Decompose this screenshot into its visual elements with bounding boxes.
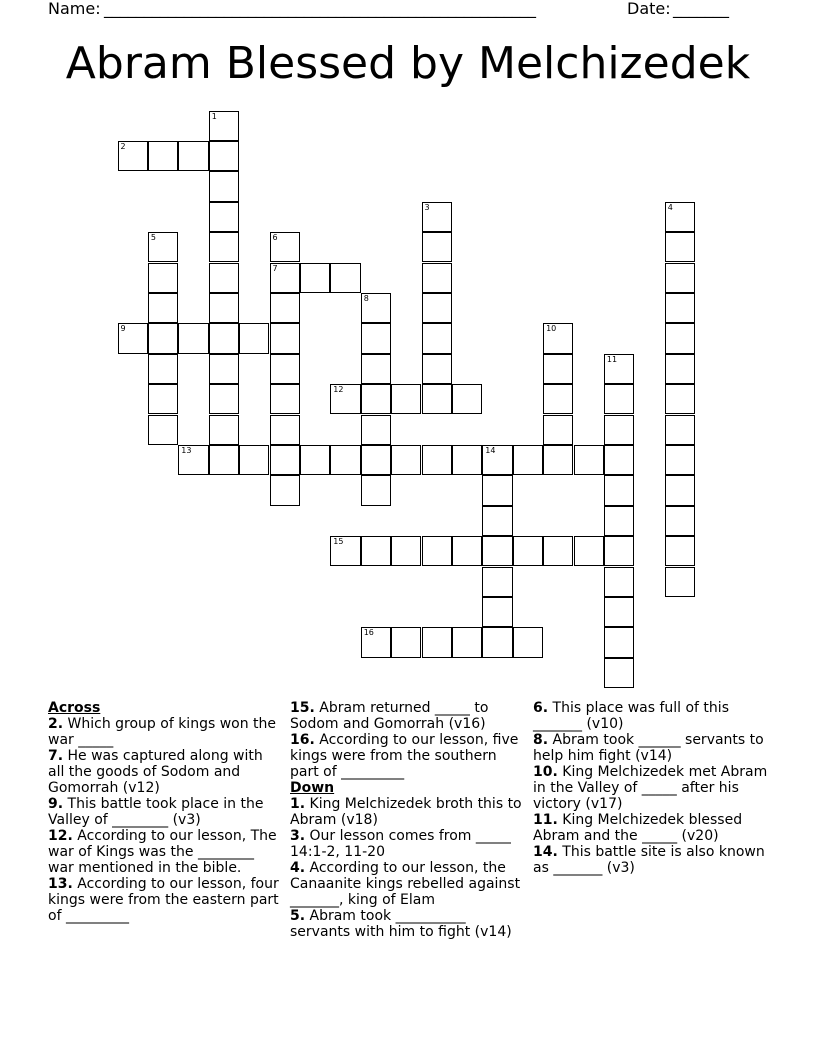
clue-number: 9. [48,796,64,812]
crossword-cell[interactable] [209,323,239,353]
clue-text: He was captured along with all the goods of Sodom and Gomorrah (v12) [48,748,263,796]
crossword-cell[interactable] [574,536,604,566]
clue-number-label: 1 [211,111,217,121]
crossword-cell[interactable] [239,323,269,353]
crossword-cell[interactable] [209,384,239,414]
date-label: Date: [627,0,671,18]
crossword-cell[interactable] [239,445,269,475]
crossword-cell[interactable] [604,597,634,627]
crossword-cell[interactable] [665,293,695,323]
clues-column-2 [290,700,524,940]
crossword-cell[interactable] [482,506,512,536]
crossword-cell[interactable] [482,536,512,566]
clue [533,764,769,812]
clue-text: This battle took place in the Valley of ________ (v3) [48,796,264,828]
clue [290,828,524,860]
crossword-cell[interactable] [391,445,421,475]
across-heading: Across [48,700,101,716]
crossword-cell[interactable] [300,263,330,293]
clue-number-label: 14 [485,445,496,455]
crossword-cell[interactable] [270,445,300,475]
crossword-cell[interactable] [574,445,604,475]
clue-text: According to our lesson, The war of Kings was the ________ war mentioned in the bible. [48,828,277,876]
clue-text: King Melchizedek blessed Abram and the _____ (v20) [533,812,743,844]
crossword-cell[interactable] [270,293,300,323]
crossword-cell[interactable] [452,445,482,475]
clue-number: 16. [290,732,315,748]
crossword-cell[interactable] [422,263,452,293]
crossword-cell[interactable] [665,263,695,293]
crossword-cell[interactable] [422,384,452,414]
crossword-cell[interactable] [148,263,178,293]
crossword-cell[interactable] [270,323,300,353]
clue [48,748,282,796]
crossword-cell[interactable] [513,627,543,657]
crossword-cell[interactable] [604,475,634,505]
clue-number: 14. [533,844,558,860]
clue-number-label: 11 [606,354,618,364]
crossword-cell[interactable] [118,141,148,171]
crossword-cell[interactable] [148,293,178,323]
clue-number-label: 2 [120,141,126,151]
crossword-cell[interactable] [604,627,634,657]
crossword-cell[interactable] [482,627,512,657]
crossword-cell[interactable] [422,445,452,475]
crossword-cell[interactable] [209,415,239,445]
crossword-cell[interactable] [330,263,360,293]
crossword-cell[interactable] [209,354,239,384]
clue-number-label: 13 [181,445,192,455]
clue-number: 5. [290,908,306,924]
crossword-cell[interactable] [178,141,208,171]
crossword-cell[interactable] [270,475,300,505]
crossword-cell[interactable] [361,536,391,566]
clue-text: Our lesson comes from _____ 14:1-2, 11-20 [290,828,511,860]
crossword-cell[interactable] [270,415,300,445]
clue-number-label: 15 [333,537,344,547]
crossword-cell[interactable] [270,354,300,384]
crossword-cell[interactable] [270,232,300,262]
clue-number-label: 10 [546,324,557,334]
clue-number: 10. [533,764,558,780]
clue-text: Abram took __________ servants with him to fight (v14) [290,908,512,940]
clue-text: King Melchizedek met Abram in the Valley of _____ after his victory (v17) [533,764,768,812]
clue [48,828,282,876]
crossword-cell[interactable] [270,384,300,414]
crossword-cell[interactable] [604,354,634,384]
crossword-cell[interactable] [300,445,330,475]
name-line[interactable]: ______________________________________________________ [104,0,536,18]
crossword-cell[interactable] [148,141,178,171]
crossword-cell[interactable] [422,536,452,566]
crossword-cell[interactable] [209,445,239,475]
crossword-cell[interactable] [604,536,634,566]
crossword-cell[interactable] [452,384,482,414]
crossword-cell[interactable] [665,445,695,475]
clue [48,876,282,924]
crossword-cell[interactable] [209,293,239,323]
clue-text: According to our lesson, the Canaanite kings rebelled against _______, king of Elam [290,860,521,908]
crossword-cell[interactable] [665,384,695,414]
crossword-cell[interactable] [178,323,208,353]
crossword-cell[interactable] [178,445,208,475]
crossword-cell[interactable] [604,567,634,597]
crossword-cell[interactable] [330,384,360,414]
clue-text: Abram returned _____ to Sodom and Gomorrah (v16) [290,700,489,732]
clue-number-label: 8 [363,293,369,303]
down-heading: Down [290,780,335,796]
clue [290,796,524,828]
clue [290,732,524,780]
clue [533,700,769,732]
crossword-cell[interactable] [361,293,391,323]
crossword-cell[interactable] [665,506,695,536]
crossword-cell[interactable] [361,354,391,384]
crossword-cell[interactable] [361,627,391,657]
crossword-cell[interactable] [209,263,239,293]
crossword-cell[interactable] [665,567,695,597]
clue [533,732,769,764]
crossword-cell[interactable] [543,536,573,566]
clue [533,844,769,876]
clue-number: 3. [290,828,306,844]
crossword-cell[interactable] [148,415,178,445]
crossword-cell[interactable] [665,202,695,232]
crossword-cell[interactable] [391,536,421,566]
crossword-cell[interactable] [604,384,634,414]
crossword-cell[interactable] [391,627,421,657]
clue-number: 6. [533,700,549,716]
clue-number-label: 12 [333,385,344,395]
crossword-cell[interactable] [513,536,543,566]
crossword-cell[interactable] [543,354,573,384]
clue-number: 7. [48,748,64,764]
clue-text: Abram took ______ servants to help him fight (v14) [533,732,764,764]
crossword-cell[interactable] [422,202,452,232]
clue-number-label: 7 [272,263,278,273]
crossword-cell[interactable] [665,232,695,262]
crossword-cell[interactable] [361,323,391,353]
crossword-cell[interactable] [422,323,452,353]
crossword-cell[interactable] [513,445,543,475]
crossword-cell[interactable] [452,627,482,657]
crossword-cell[interactable] [209,171,239,201]
clue [290,700,524,732]
crossword-cell[interactable] [482,445,512,475]
clue-text: According to our lesson, five kings were from the southern part of _________ [290,732,519,780]
crossword-cell[interactable] [209,202,239,232]
clue-number-label: 5 [150,233,156,243]
crossword-cell[interactable] [482,567,512,597]
crossword-cell[interactable] [361,384,391,414]
crossword-cell[interactable] [330,445,360,475]
crossword-cell[interactable] [118,323,148,353]
clue-text: This battle site is also known as _______ (v3) [533,844,765,876]
page-title: Abram Blessed by Melchizedek [65,38,751,89]
clues-column-3 [533,700,769,876]
clue-text: This place was full of this _______ (v10) [533,700,729,732]
crossword-cell[interactable] [543,323,573,353]
crossword-cell[interactable] [543,445,573,475]
crossword-cell[interactable] [361,415,391,445]
crossword-cell[interactable] [148,354,178,384]
clue-number: 15. [290,700,315,716]
crossword-cell[interactable] [665,536,695,566]
crossword-cell[interactable] [422,293,452,323]
crossword-cell[interactable] [330,536,360,566]
clue-number: 4. [290,860,306,876]
clue-number-label: 16 [363,628,374,638]
clues-column-1 [48,700,282,924]
crossword-cell[interactable] [665,415,695,445]
clue [48,796,282,828]
crossword-cell[interactable] [482,475,512,505]
clue [48,716,282,748]
crossword-cell[interactable] [148,323,178,353]
clue-number: 11. [533,812,558,828]
clue-number-label: 6 [272,233,278,243]
crossword-cell[interactable] [148,384,178,414]
clue [533,812,769,844]
clue-number: 12. [48,828,73,844]
clue-text: According to our lesson, four kings were from the eastern part of _________ [48,876,279,924]
crossword-cell[interactable] [422,232,452,262]
crossword-cell[interactable] [604,445,634,475]
crossword-cell[interactable] [665,323,695,353]
crossword-cell[interactable] [209,141,239,171]
clue-number-label: 9 [120,324,126,334]
clue-number-label: 4 [667,202,673,212]
crossword-cell[interactable] [482,597,512,627]
crossword-cell[interactable] [604,658,634,688]
crossword-cell[interactable] [361,445,391,475]
crossword-cell[interactable] [604,415,634,445]
clue-text: King Melchizedek broth this to Abram (v18) [290,796,522,828]
crossword-cell[interactable] [209,232,239,262]
crossword-cell[interactable] [452,536,482,566]
clue-text: Which group of kings won the war _____ [48,716,277,748]
crossword-cell[interactable] [665,354,695,384]
crossword-cell[interactable] [422,627,452,657]
clue-number: 8. [533,732,549,748]
crossword-cell[interactable] [665,475,695,505]
crossword-cell[interactable] [270,263,300,293]
crossword-cell[interactable] [543,415,573,445]
clue-number: 13. [48,876,73,892]
clue [290,908,524,940]
crossword-cell[interactable] [422,354,452,384]
name-label: Name: [48,0,101,18]
date-line[interactable]: _______ [673,0,729,18]
crossword-cell[interactable] [543,384,573,414]
clue [290,860,524,908]
crossword-cell[interactable] [209,111,239,141]
crossword-cell[interactable] [391,384,421,414]
clue-number: 2. [48,716,64,732]
crossword-cell[interactable] [604,506,634,536]
clue-number: 1. [290,796,306,812]
clue-number-label: 3 [424,202,430,212]
crossword-cell[interactable] [361,475,391,505]
crossword-cell[interactable] [148,232,178,262]
